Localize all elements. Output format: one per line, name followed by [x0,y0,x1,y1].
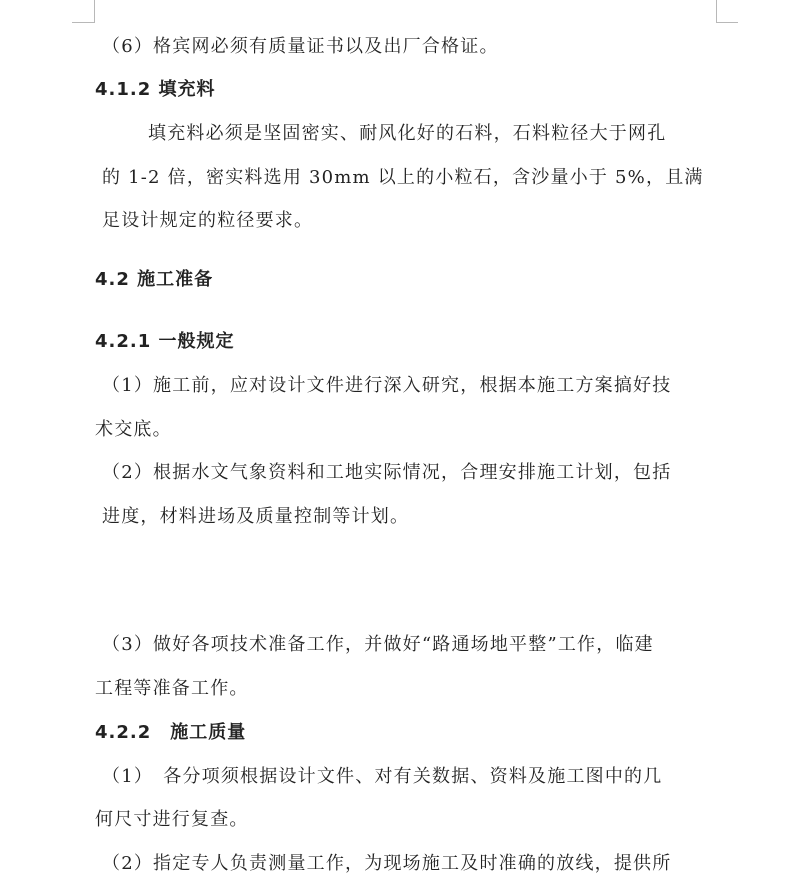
paragraph-line: （6）格宾网必须有质量证书以及出厂合格证。 [102,36,499,57]
section-heading: 4.2.1 一般规定 [95,331,235,352]
margin-mark-left-horizontal [72,22,95,23]
margin-mark-right-horizontal [716,22,738,23]
paragraph-line: 何尺寸进行复查。 [95,809,249,830]
paragraph-line: （2）指定专人负责测量工作，为现场施工及时准确的放线，提供所 [102,853,672,874]
paragraph-line: （1）施工前，应对设计文件进行深入研究，根据本施工方案搞好技 [102,375,672,396]
paragraph-line: （2）根据水文气象资料和工地实际情况，合理安排施工计划，包括 [102,462,672,483]
paragraph-line: 进度，材料进场及质量控制等计划。 [102,506,410,527]
paragraph-line: 足设计规定的粒径要求。 [102,210,314,231]
section-heading: 4.2 施工准备 [95,269,214,290]
paragraph-line: 的 1-2 倍，密实料选用 30mm 以上的小粒石，含沙量小于 5%，且满 [102,167,704,188]
paragraph-line: 工程等准备工作。 [95,678,249,699]
paragraph-line: （1） 各分项须根据设计文件、对有关数据、资料及施工图中的几 [102,766,663,787]
paragraph-line: 填充料必须是坚固密实、耐风化好的石料，石料粒径大于网孔 [148,123,667,144]
margin-mark-left-vertical [94,0,95,22]
margin-mark-right-vertical [716,0,717,22]
paragraph-line: 术交底。 [95,419,172,440]
section-heading: 4.1.2 填充料 [95,79,216,100]
paragraph-line: （3）做好各项技术准备工作，并做好“路通场地平整”工作，临建 [102,634,654,655]
section-heading: 4.2.2 施工质量 [95,722,247,743]
